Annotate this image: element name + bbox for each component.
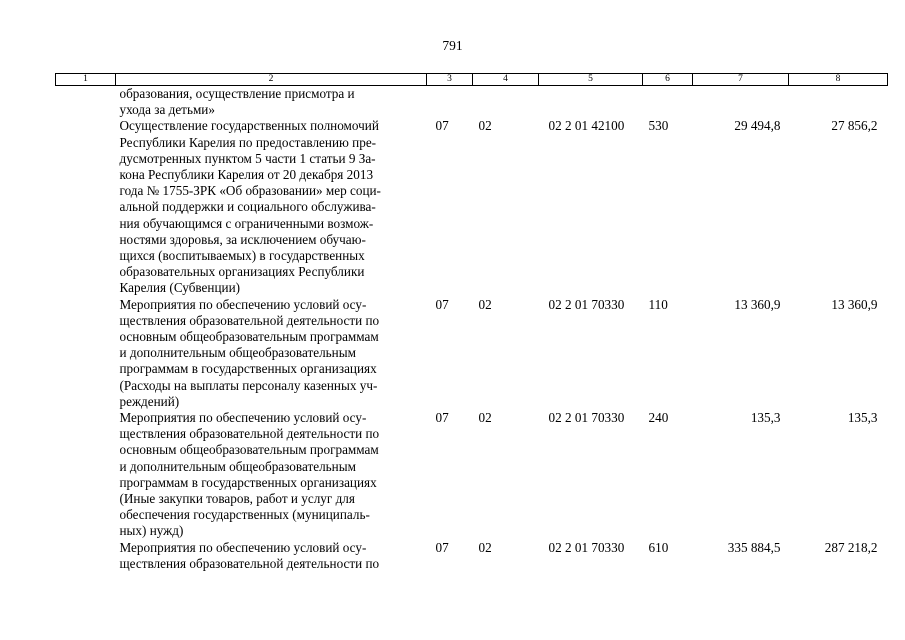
description-line: основным общеобразовательным программам bbox=[119, 442, 379, 458]
description-line: программам в государственных организациях bbox=[119, 361, 377, 377]
row-description bbox=[116, 86, 427, 119]
table-header bbox=[56, 74, 888, 86]
row-target-code bbox=[539, 86, 643, 119]
description-line: обеспечения государственных (муниципаль- bbox=[119, 507, 370, 523]
description-line: кона Республики Карелия от 20 декабря 2013 bbox=[119, 167, 374, 183]
table-row bbox=[56, 410, 888, 540]
row-amount-year-1: 135,3 bbox=[750, 410, 781, 426]
description-line: реждений) bbox=[119, 393, 180, 409]
column-header-1: 1 bbox=[56, 74, 116, 86]
row-description bbox=[116, 410, 427, 540]
row-amount-year-2: 27 856,2 bbox=[831, 118, 878, 134]
column-header-4: 4 bbox=[473, 74, 539, 86]
row-amount-year-2: 287 218,2 bbox=[824, 539, 878, 555]
description-line: (Расходы на выплаты персоналу казенных уч- bbox=[119, 377, 378, 393]
description-line: альной поддержки и социального обслужива- bbox=[119, 199, 376, 215]
row-section: 07 bbox=[435, 539, 449, 555]
description-line: Мероприятия по обеспечению условий осу- bbox=[119, 539, 367, 555]
row-expense-type: 530 bbox=[648, 118, 669, 134]
column-header-5: 5 bbox=[539, 74, 643, 86]
row-section: 07 bbox=[435, 118, 449, 134]
description-line: ществления образовательной деятельности по bbox=[119, 426, 380, 442]
description-line: щихся (воспитываемых) в государственных bbox=[119, 248, 365, 264]
description-line: и дополнительным общеобразовательным bbox=[119, 458, 356, 474]
row-amount-year-2: 135,3 bbox=[847, 410, 878, 426]
row-subsection: 02 bbox=[478, 539, 492, 555]
row-amount-year-1 bbox=[693, 86, 789, 119]
row-amount-year-2: 13 360,9 bbox=[831, 296, 878, 312]
row-description bbox=[116, 540, 427, 572]
row-amount-year-1: 29 494,8 bbox=[734, 118, 781, 134]
column-header-8: 8 bbox=[789, 74, 888, 86]
description-line: основным общеобразовательным программам bbox=[119, 329, 379, 345]
column-number-row bbox=[56, 74, 888, 86]
table-body bbox=[56, 86, 888, 573]
description-line: (Иные закупки товаров, работ и услуг для bbox=[119, 491, 355, 507]
table-row bbox=[56, 540, 888, 572]
row-subsection: 02 bbox=[478, 410, 492, 426]
page-number: 791 bbox=[442, 38, 463, 53]
column-header-3: 3 bbox=[427, 74, 473, 86]
table-row bbox=[56, 297, 888, 410]
description-line: ухода за детьми» bbox=[119, 102, 215, 118]
row-amount-year-1: 335 884,5 bbox=[727, 539, 781, 555]
row-target-code: 02 2 01 70330 bbox=[548, 539, 625, 555]
budget-table bbox=[55, 73, 888, 572]
table-row bbox=[56, 86, 888, 119]
column-header-2: 2 bbox=[116, 74, 427, 86]
description-line: Осуществление государственных полномочий bbox=[119, 118, 379, 134]
row-target-code: 02 2 01 70330 bbox=[548, 296, 625, 312]
description-line: Мероприятия по обеспечению условий осу- bbox=[119, 410, 367, 426]
table-row bbox=[56, 118, 888, 296]
column-header-7: 7 bbox=[693, 74, 789, 86]
description-line: ных) нужд) bbox=[119, 523, 184, 539]
row-target-code: 02 2 01 42100 bbox=[548, 118, 625, 134]
description-line: Карелия (Субвенции) bbox=[119, 280, 241, 296]
row-section bbox=[427, 86, 473, 119]
row-section: 07 bbox=[435, 410, 449, 426]
row-expense-type bbox=[643, 86, 693, 119]
description-line: ния обучающимся с ограниченными возмож- bbox=[119, 215, 374, 231]
row-description bbox=[116, 118, 427, 296]
description-line: ностями здоровья, за исключением обучаю- bbox=[119, 231, 366, 247]
row-subsection bbox=[473, 86, 539, 119]
row-target-code: 02 2 01 70330 bbox=[548, 410, 625, 426]
description-line: дусмотренных пунктом 5 части 1 статьи 9 За- bbox=[119, 150, 376, 166]
description-line: образования, осуществление присмотра и bbox=[119, 86, 355, 101]
description-line: программам в государственных организациях bbox=[119, 474, 377, 490]
description-line: образовательных организациях Республики bbox=[119, 264, 365, 280]
row-subsection: 02 bbox=[478, 118, 492, 134]
description-line: Мероприятия по обеспечению условий осу- bbox=[119, 296, 367, 312]
description-line: ществления образовательной деятельности по bbox=[119, 312, 380, 328]
row-amount-year-1: 13 360,9 bbox=[734, 296, 781, 312]
row-description bbox=[116, 297, 427, 410]
row-section: 07 bbox=[435, 296, 449, 312]
row-subsection: 02 bbox=[478, 296, 492, 312]
description-line: ществления образовательной деятельности по bbox=[119, 555, 380, 571]
description-line: года № 1755-ЗРК «Об образовании» мер соци- bbox=[119, 183, 381, 199]
description-line: Республики Карелия по предоставлению пре- bbox=[119, 134, 377, 150]
column-header-6: 6 bbox=[643, 74, 693, 86]
row-expense-type: 110 bbox=[648, 296, 668, 312]
row-expense-type: 240 bbox=[648, 410, 669, 426]
row-amount-year-2 bbox=[789, 86, 888, 119]
row-expense-type: 610 bbox=[648, 539, 669, 555]
description-line: и дополнительным общеобразовательным bbox=[119, 345, 356, 361]
